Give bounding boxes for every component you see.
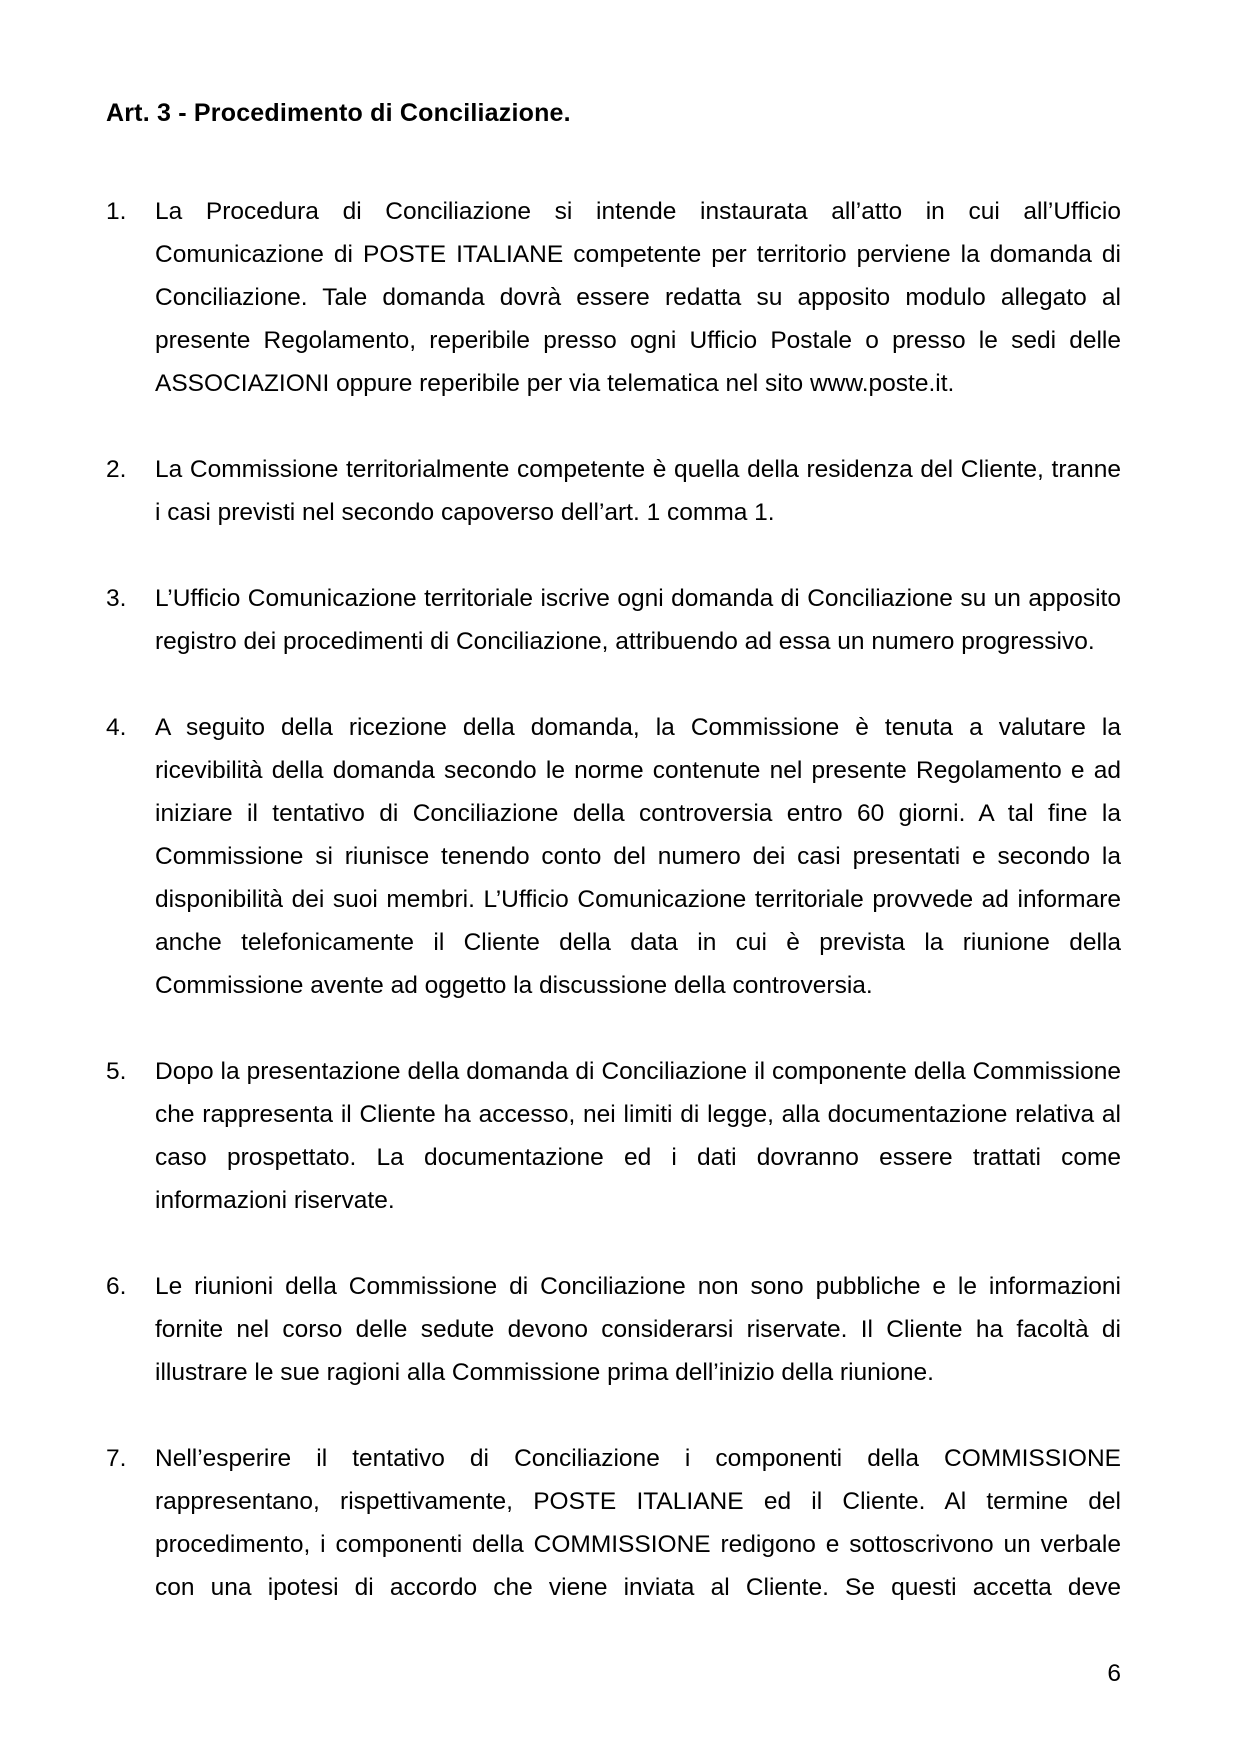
item-number: 2. bbox=[106, 456, 127, 483]
item-number: 4. bbox=[106, 714, 127, 741]
item-number: 6. bbox=[106, 1273, 127, 1300]
list-item-1 bbox=[106, 190, 1121, 405]
paragraph-list bbox=[106, 190, 1121, 1609]
item-text: L’Ufficio Comunicazione territoriale iscrive ogni domanda di Conciliazione su un apposito registro dei procedimenti di Conciliazione, attribuendo ad essa un numero progressivo. bbox=[155, 585, 1121, 655]
item-text: Nell’esperire il tentativo di Conciliazione i componenti della COMMISSIONE rappresentano, rispettivamente, POSTE ITALIANE ed il Cliente. Al termine del procedimento, i componenti della COMMISSIONE redigono e sottoscrivono un verbale con una ipotesi di accordo che viene inviata al Cliente. Se questi accetta deve bbox=[155, 1445, 1121, 1601]
item-number: 1. bbox=[106, 198, 127, 225]
item-text: La Commissione territorialmente competente è quella della residenza del Cliente, tranne i casi previsti nel secondo capoverso dell’art. 1 comma 1. bbox=[155, 456, 1121, 526]
list-item-5 bbox=[106, 1050, 1121, 1222]
item-number: 7. bbox=[106, 1445, 127, 1472]
list-item-3 bbox=[106, 577, 1121, 663]
article-title: Art. 3 - Procedimento di Conciliazione. bbox=[106, 99, 571, 127]
list-item-4 bbox=[106, 706, 1121, 1007]
item-text: La Procedura di Conciliazione si intende instaurata all’atto in cui all’Ufficio Comunicazione di POSTE ITALIANE competente per territorio perviene la domanda di Conciliazione. Tale domanda dovrà essere redatta su apposito modulo allegato al presente Regolamento, reperibile presso ogni Ufficio Postale o presso le sedi delle ASSOCIAZIONI oppure reperibile per via telematica nel sito www.poste.it. bbox=[155, 198, 1121, 397]
list-item-7 bbox=[106, 1437, 1121, 1609]
item-text: A seguito della ricezione della domanda, la Commissione è tenuta a valutare la ricevibilità della domanda secondo le norme contenute nel presente Regolamento e ad iniziare il tentativo di Conciliazione della controversia entro 60 giorni. A tal fine la Commissione si riunisce tenendo conto del numero dei casi presentati e secondo la disponibilità dei suoi membri. L’Ufficio Comunicazione territoriale provvede ad informare anche telefonicamente il Cliente della data in cui è prevista la riunione della Commissione avente ad oggetto la discussione della controversia. bbox=[155, 714, 1121, 999]
list-item-2 bbox=[106, 448, 1121, 534]
list-item-6 bbox=[106, 1265, 1121, 1394]
item-text: Dopo la presentazione della domanda di Conciliazione il componente della Commissione che rappresenta il Cliente ha accesso, nei limiti di legge, alla documentazione relativa al caso prospettato. La documentazione ed i dati dovranno essere trattati come informazioni riservate. bbox=[155, 1058, 1121, 1214]
item-text: Le riunioni della Commissione di Conciliazione non sono pubbliche e le informazioni fornite nel corso delle sedute devono considerarsi riservate. Il Cliente ha facoltà di illustrare le sue ragioni alla Commissione prima dell’inizio della riunione. bbox=[155, 1273, 1121, 1386]
item-number: 3. bbox=[106, 585, 127, 612]
item-number: 5. bbox=[106, 1058, 127, 1085]
page-number: 6 bbox=[1107, 1660, 1121, 1687]
